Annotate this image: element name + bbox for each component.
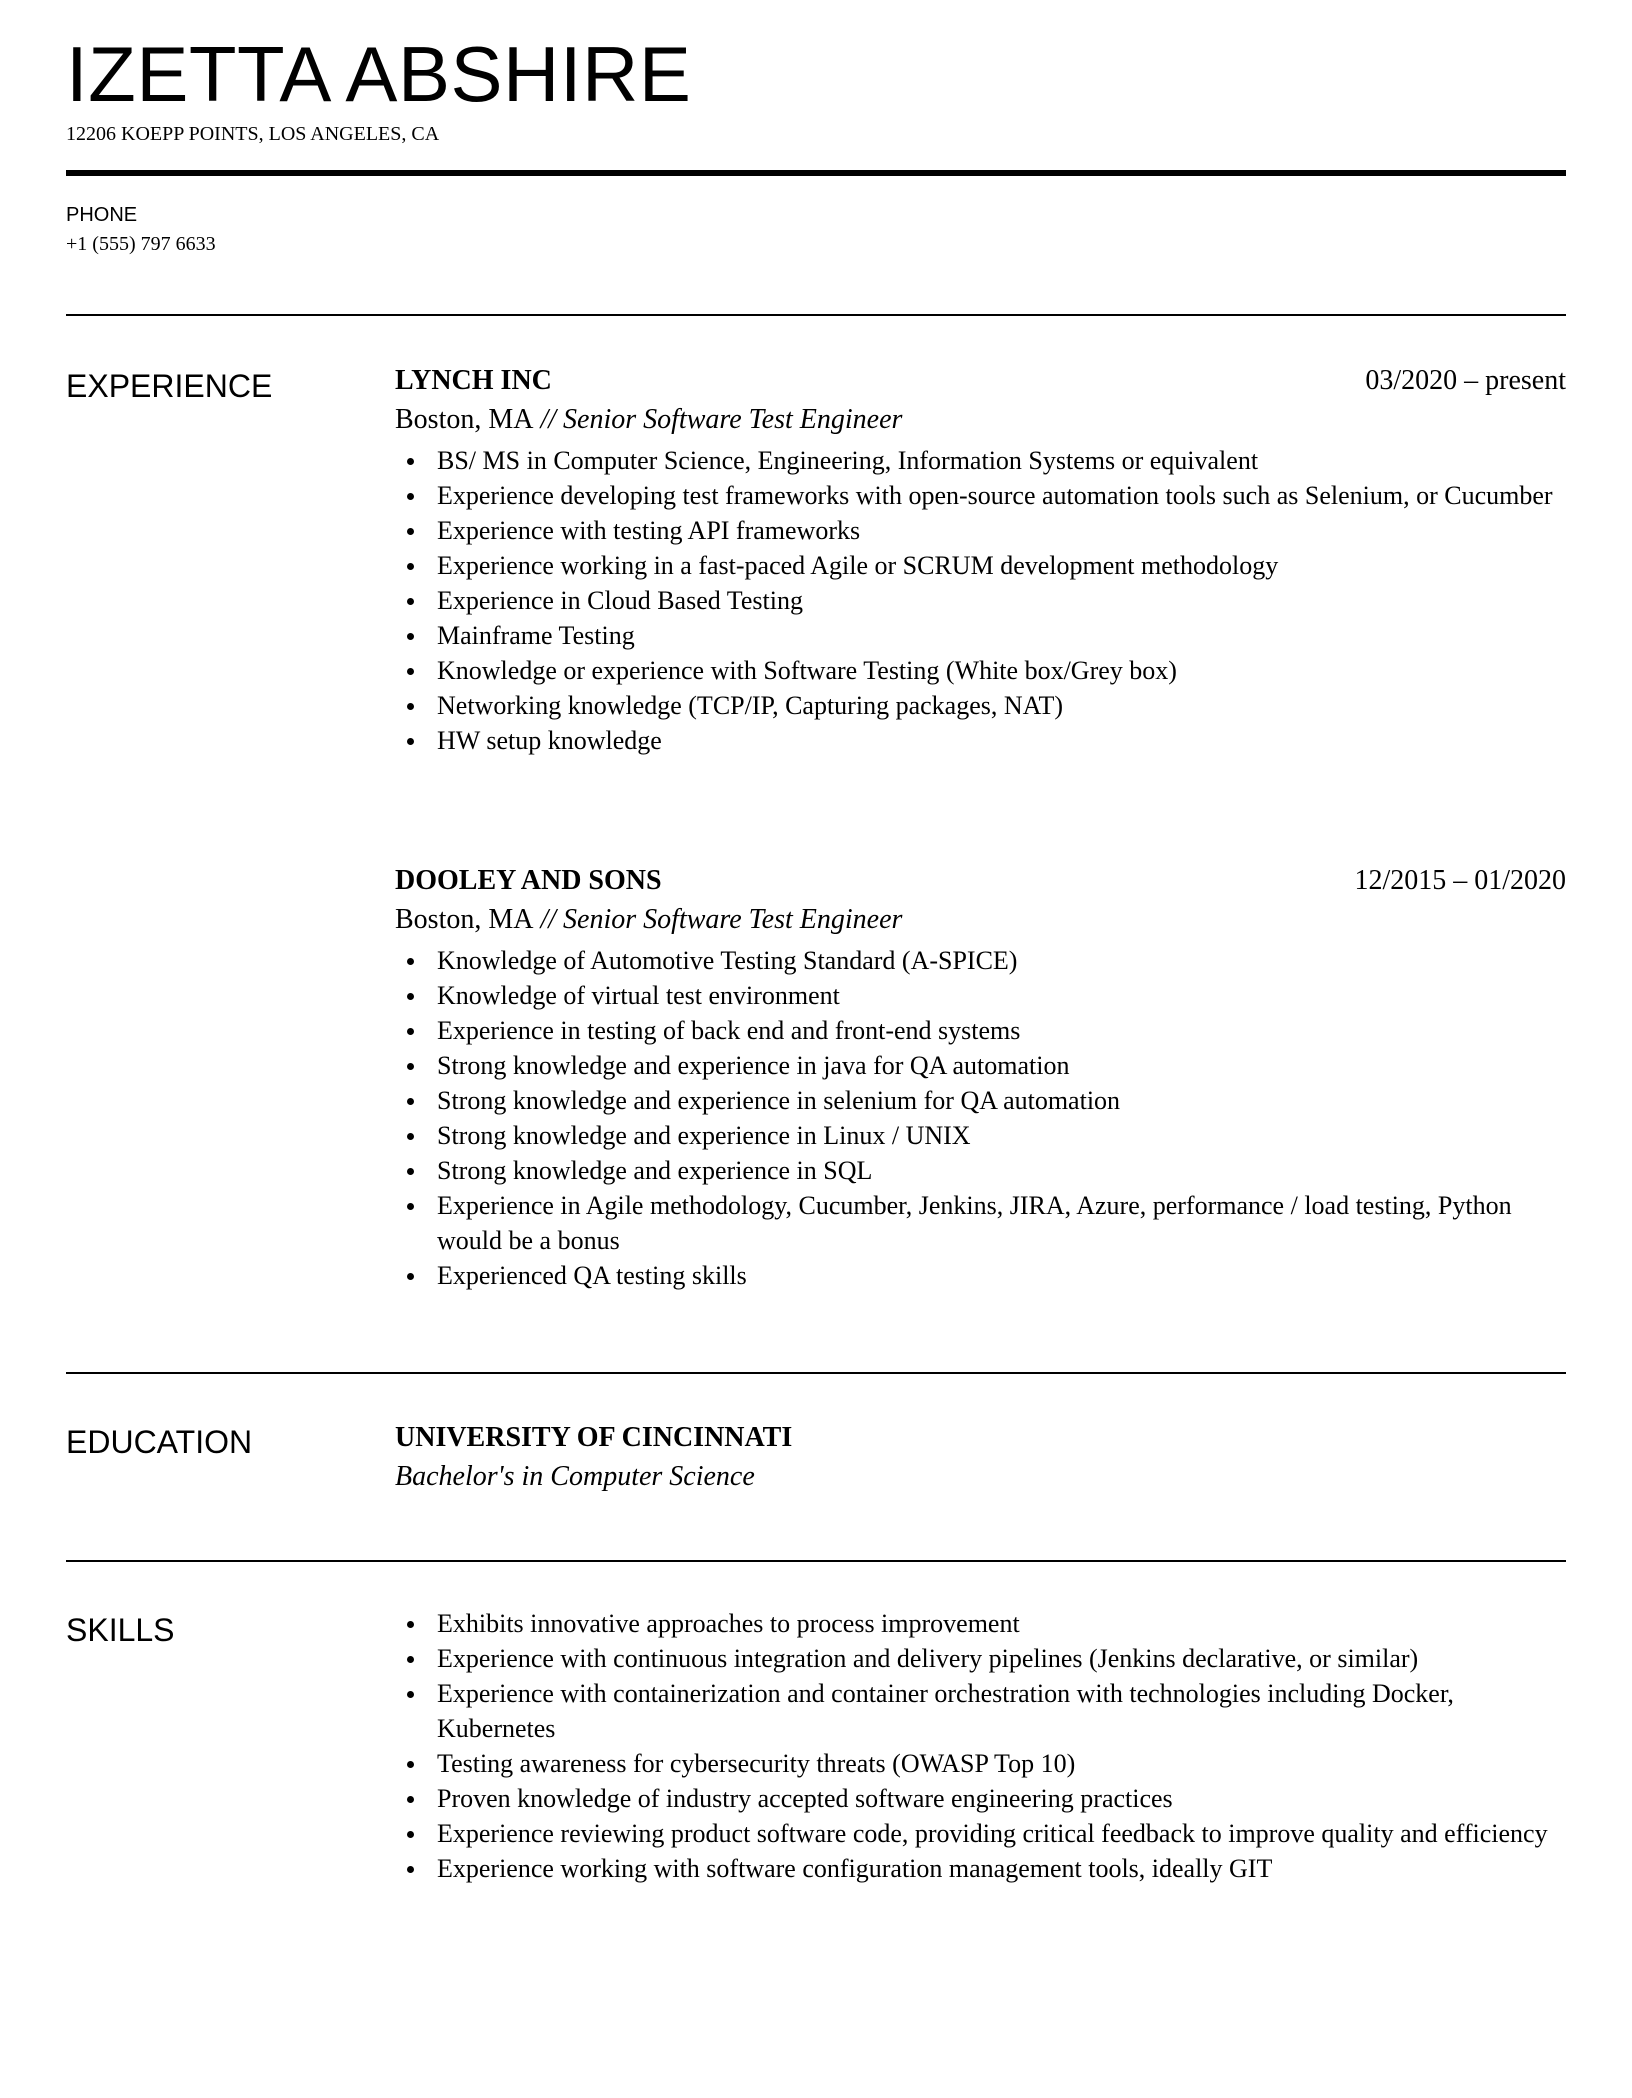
section-divider bbox=[66, 1560, 1566, 1562]
bullet-icon bbox=[407, 458, 414, 465]
list-item: Experience in Agile methodology, Cucumber, Jenkins, JIRA, Azure, performance / load testing, Python would be a bonus bbox=[395, 1188, 1566, 1258]
candidate-name: IZETTA ABSHIRE bbox=[66, 30, 692, 118]
header-divider bbox=[66, 170, 1566, 176]
list-item: Exhibits innovative approaches to process improvement bbox=[395, 1606, 1566, 1641]
phone-label: PHONE bbox=[66, 204, 138, 226]
job-location: Boston, MA bbox=[395, 404, 534, 435]
list-item: Experience working with software configuration management tools, ideally GIT bbox=[395, 1851, 1566, 1886]
list-item: Knowledge of virtual test environment bbox=[395, 978, 1566, 1013]
list-item: Proven knowledge of industry accepted software engineering practices bbox=[395, 1781, 1566, 1816]
job-location-role bbox=[395, 901, 1566, 939]
bullet-icon bbox=[407, 1063, 414, 1070]
bullet-icon bbox=[407, 1691, 414, 1698]
bullet-icon bbox=[407, 1866, 414, 1873]
list-item: Experience developing test frameworks with open-source automation tools such as Selenium, or Cucumber bbox=[395, 478, 1566, 513]
bullet-icon bbox=[407, 993, 414, 1000]
bullet-icon bbox=[407, 958, 414, 965]
list-item: Experienced QA testing skills bbox=[395, 1258, 1566, 1293]
list-item: HW setup knowledge bbox=[395, 723, 1566, 758]
separator: // bbox=[533, 404, 564, 435]
job-entry bbox=[395, 863, 1566, 1293]
list-item: Experience reviewing product software code, providing critical feedback to improve quality and efficiency bbox=[395, 1816, 1566, 1851]
bullet-icon bbox=[407, 528, 414, 535]
job-bullets bbox=[395, 943, 1566, 1293]
list-item: Knowledge or experience with Software Testing (White box/Grey box) bbox=[395, 653, 1566, 688]
job-dates: 03/2020 – present bbox=[1365, 365, 1566, 396]
bullet-icon bbox=[407, 1098, 414, 1105]
degree-text: Bachelor's in Computer Science bbox=[395, 1461, 755, 1492]
list-item: BS/ MS in Computer Science, Engineering, Information Systems or equivalent bbox=[395, 443, 1566, 478]
bullet-icon bbox=[407, 1168, 414, 1175]
list-item: Experience working in a fast-paced Agile or SCRUM development methodology bbox=[395, 548, 1566, 583]
skills-list bbox=[395, 1606, 1566, 1886]
bullet-icon bbox=[407, 1761, 414, 1768]
bullet-icon bbox=[407, 1273, 414, 1280]
education-heading: EDUCATION bbox=[66, 1424, 253, 1460]
job-dates: 12/2015 – 01/2020 bbox=[1354, 865, 1566, 896]
list-item: Experience with containerization and container orchestration with technologies including Docker, Kubernetes bbox=[395, 1676, 1566, 1746]
bullet-icon bbox=[407, 1831, 414, 1838]
job-role: Senior Software Test Engineer bbox=[563, 904, 903, 935]
list-item: Mainframe Testing bbox=[395, 618, 1566, 653]
job-role: Senior Software Test Engineer bbox=[563, 404, 903, 435]
separator: // bbox=[533, 904, 564, 935]
degree bbox=[395, 1458, 1566, 1496]
school-name: UNIVERSITY OF CINCINNATI bbox=[395, 1422, 793, 1453]
list-item: Experience in Cloud Based Testing bbox=[395, 583, 1566, 618]
bullet-icon bbox=[407, 1028, 414, 1035]
list-item: Experience in testing of back end and front-end systems bbox=[395, 1013, 1566, 1048]
bullet-icon bbox=[407, 1796, 414, 1803]
phone-number: +1 (555) 797 6633 bbox=[66, 233, 216, 255]
section-divider bbox=[66, 314, 1566, 316]
bullet-icon bbox=[407, 493, 414, 500]
list-item: Strong knowledge and experience in selenium for QA automation bbox=[395, 1083, 1566, 1118]
list-item: Strong knowledge and experience in java for QA automation bbox=[395, 1048, 1566, 1083]
bullet-icon bbox=[407, 1133, 414, 1140]
list-item: Experience with testing API frameworks bbox=[395, 513, 1566, 548]
job-location-role bbox=[395, 401, 1566, 439]
job-location: Boston, MA bbox=[395, 904, 534, 935]
experience-heading: EXPERIENCE bbox=[66, 368, 273, 404]
list-item: Strong knowledge and experience in SQL bbox=[395, 1153, 1566, 1188]
company-name: LYNCH INC bbox=[395, 365, 552, 396]
list-item: Strong knowledge and experience in Linux / UNIX bbox=[395, 1118, 1566, 1153]
address: 12206 KOEPP POINTS, LOS ANGELES, CA bbox=[66, 123, 440, 145]
bullet-icon bbox=[407, 633, 414, 640]
bullet-icon bbox=[407, 703, 414, 710]
list-item: Experience with continuous integration and delivery pipelines (Jenkins declarative, or similar) bbox=[395, 1641, 1566, 1676]
bullet-icon bbox=[407, 1621, 414, 1628]
bullet-icon bbox=[407, 738, 414, 745]
job-entry bbox=[395, 363, 1566, 758]
bullet-icon bbox=[407, 1203, 414, 1210]
education-entry bbox=[395, 1420, 1566, 1496]
company-name: DOOLEY AND SONS bbox=[395, 865, 662, 896]
list-item: Knowledge of Automotive Testing Standard (A-SPICE) bbox=[395, 943, 1566, 978]
job-bullets bbox=[395, 443, 1566, 758]
skills-heading: SKILLS bbox=[66, 1612, 175, 1648]
bullet-icon bbox=[407, 668, 414, 675]
list-item: Testing awareness for cybersecurity threats (OWASP Top 10) bbox=[395, 1746, 1566, 1781]
bullet-icon bbox=[407, 563, 414, 570]
bullet-icon bbox=[407, 598, 414, 605]
bullet-icon bbox=[407, 1656, 414, 1663]
section-divider bbox=[66, 1372, 1566, 1374]
skills-list-wrapper bbox=[395, 1606, 1566, 1886]
list-item: Networking knowledge (TCP/IP, Capturing packages, NAT) bbox=[395, 688, 1566, 723]
